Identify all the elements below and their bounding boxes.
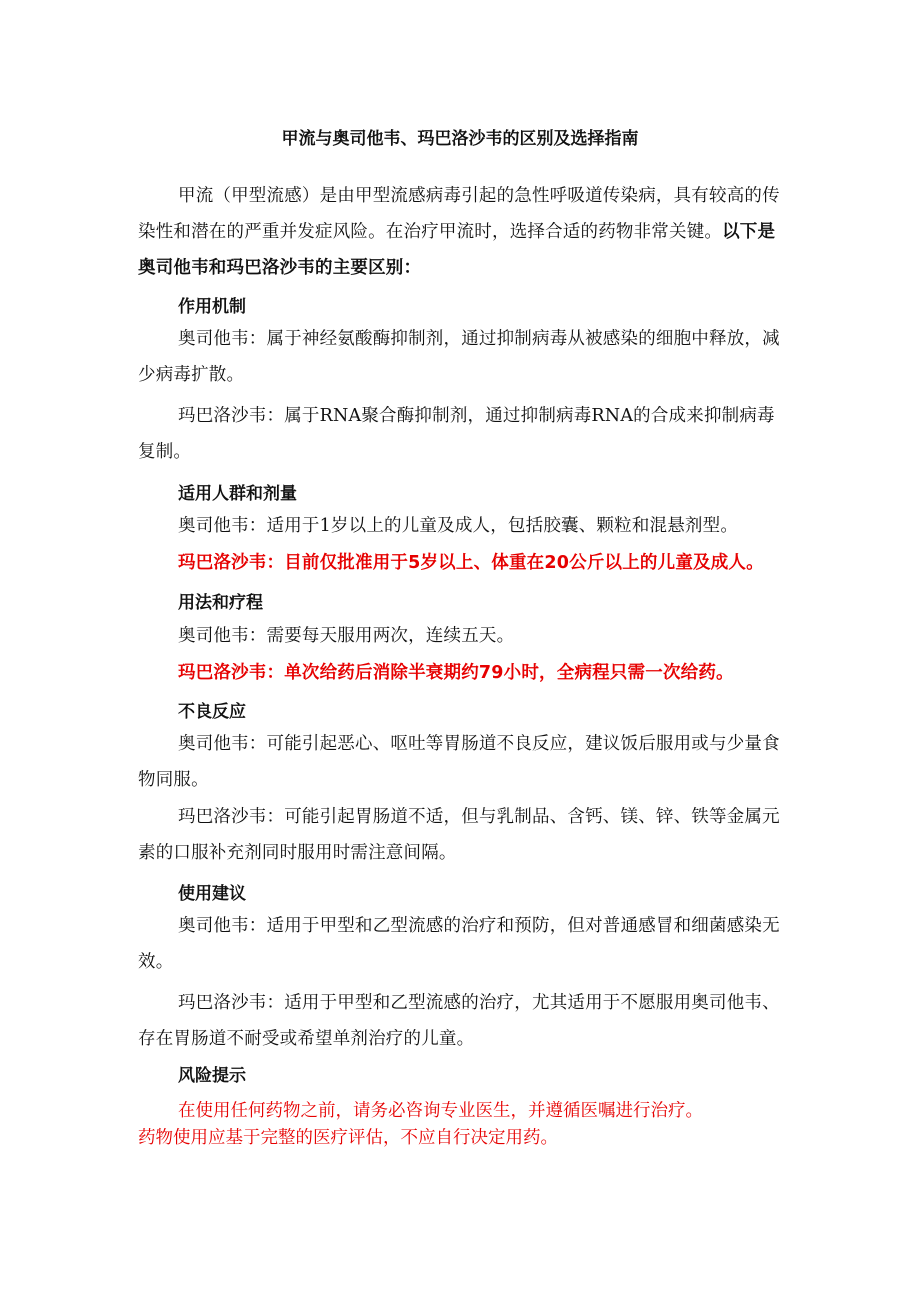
- intro-bold-text: 以下是奥司他韦和玛巴洛沙韦的主要区别：: [138, 222, 776, 278]
- section-heading-adverse: 不良反应: [178, 702, 246, 722]
- mechanism-oseltamivir: 奥司他韦：属于神经氨酸酶抑制剂，通过抑制病毒从被感染的细胞中释放，减少病毒扩散。: [138, 329, 780, 385]
- adverse-oseltamivir: 奥司他韦：可能引起恶心、呕吐等胃肠道不良反应，建议饭后服用或与少量食物同服。: [138, 734, 780, 790]
- intro-paragraph: [138, 178, 788, 286]
- population-baloxavir: 玛巴洛沙韦：目前仅批准用于5岁以上、体重在20公斤以上的儿童及成人。: [178, 553, 764, 573]
- section-heading-dosage: 用法和疗程: [178, 593, 263, 613]
- population-oseltamivir: 奥司他韦：适用于1岁以上的儿童及成人，包括胶囊、颗粒和混悬剂型。: [178, 516, 739, 536]
- section-heading-usage: 使用建议: [178, 884, 246, 904]
- dosage-oseltamivir: 奥司他韦：需要每天服用两次，连续五天。: [178, 626, 515, 646]
- risk-warning-line-2: 药物使用应基于完整的医疗评估，不应自行决定用药。: [138, 1128, 558, 1148]
- intro-text: 甲流（甲型流感）是由甲型流感病毒引起的急性呼吸道传染病，具有较高的传染性和潜在的严重并发症风险。在治疗甲流时，选择合适的药物非常关键。: [138, 186, 780, 242]
- usage-oseltamivir: 奥司他韦：适用于甲型和乙型流感的治疗和预防，但对普通感冒和细菌感染无效。: [138, 916, 780, 972]
- section-heading-risk: 风险提示: [178, 1066, 246, 1086]
- dosage-baloxavir: 玛巴洛沙韦：单次给药后消除半衰期约79小时，全病程只需一次给药。: [178, 663, 734, 683]
- document-title: 甲流与奥司他韦、玛巴洛沙韦的区别及选择指南: [281, 129, 639, 149]
- risk-warning-line-1: 在使用任何药物之前，请务必咨询专业医生，并遵循医嘱进行治疗。: [178, 1101, 703, 1121]
- mechanism-baloxavir: 玛巴洛沙韦：属于RNA聚合酶抑制剂，通过抑制病毒RNA的合成来抑制病毒复制。: [138, 406, 775, 462]
- usage-baloxavir: 玛巴洛沙韦：适用于甲型和乙型流感的治疗，尤其适用于不愿服用奥司他韦、存在胃肠道不耐受或希望单剂治疗的儿童。: [138, 993, 780, 1049]
- section-heading-mechanism: 作用机制: [178, 297, 246, 317]
- section-heading-population: 适用人群和剂量: [178, 484, 297, 504]
- adverse-baloxavir: 玛巴洛沙韦：可能引起胃肠道不适，但与乳制品、含钙、镁、锌、铁等金属元素的口服补充剂同时服用时需注意间隔。: [138, 807, 780, 863]
